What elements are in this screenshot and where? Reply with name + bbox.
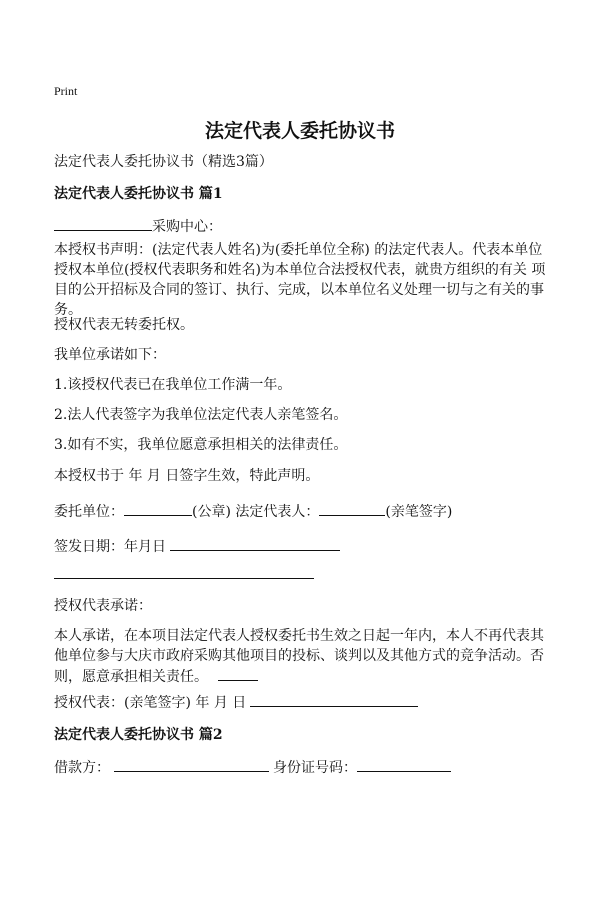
commit-blank[interactable] bbox=[218, 666, 258, 681]
print-link[interactable]: Print bbox=[54, 84, 78, 98]
issue-date-line bbox=[54, 536, 554, 557]
rep-sign-label: 授权代表：(亲笔签字) 年 月 日 bbox=[54, 695, 247, 711]
signature-label: (亲笔签字) bbox=[385, 504, 453, 520]
recipient-blank[interactable] bbox=[54, 216, 152, 231]
divider-line bbox=[54, 578, 314, 579]
section1-heading: 法定代表人委托协议书 篇1 bbox=[54, 186, 223, 202]
borrower-blank[interactable] bbox=[114, 757, 269, 772]
signature-line bbox=[54, 501, 554, 522]
issue-date-blank[interactable] bbox=[170, 536, 340, 551]
page-title: 法定代表人委托协议书 bbox=[204, 120, 395, 142]
commitment-item-1: 1.该授权代表已在我单位工作满一年。 bbox=[54, 377, 292, 393]
effective-statement: 本授权书于 年 月 日签字生效，特此声明。 bbox=[54, 468, 320, 484]
id-number-label: 身份证号码： bbox=[273, 760, 357, 776]
seal-label: (公章) 法定代表人： bbox=[192, 504, 320, 520]
declaration-paragraph: 本授权书声明：(法定代表人姓名)为(委托单位全称) 的法定代表人。代表本单位授权本单位(授权代表职务和姓名)为本单位合法授权代表，就贵方组织的有关 项目的公开招标及合同的签订、执行、完成，以本单位名义处理一切与之有关的事务。 bbox=[54, 242, 546, 318]
commitment-intro: 我单位承诺如下： bbox=[54, 347, 166, 363]
sign-unit-label: 委托单位： bbox=[54, 504, 124, 520]
id-number-blank[interactable] bbox=[357, 757, 451, 772]
issue-date-label: 签发日期：年月日 bbox=[54, 539, 166, 555]
section2-heading: 法定代表人委托协议书 篇2 bbox=[54, 727, 223, 743]
sign-unit-blank[interactable] bbox=[124, 501, 192, 516]
legal-rep-blank[interactable] bbox=[319, 501, 385, 516]
commit-heading: 授权代表承诺： bbox=[54, 598, 152, 614]
subtitle: 法定代表人委托协议书（精选3篇） bbox=[54, 154, 273, 170]
commit-text: 本人承诺，在本项目法定代表人授权委托书生效之日起一年内，本人不再代表其他单位参与大庆市政府采购其他项目的投标、谈判以及其他方式的竞争活动。否则，愿意承担相关责任。 bbox=[54, 628, 544, 685]
commitment-item-2: 2.法人代表签字为我单位法定代表人亲笔签名。 bbox=[54, 407, 348, 423]
commitment-item-3: 3.如有不实，我单位愿意承担相关的法律责任。 bbox=[54, 437, 348, 453]
recipient-label: 采购中心： bbox=[152, 219, 222, 235]
no-subdelegation: 授权代表无转委托权。 bbox=[54, 317, 194, 333]
commit-paragraph bbox=[54, 626, 554, 687]
rep-sign-line bbox=[54, 692, 554, 713]
rep-sign-blank[interactable] bbox=[250, 692, 418, 707]
borrower-label: 借款方： bbox=[54, 760, 110, 776]
recipient-line bbox=[54, 216, 554, 237]
borrower-line bbox=[54, 757, 554, 778]
